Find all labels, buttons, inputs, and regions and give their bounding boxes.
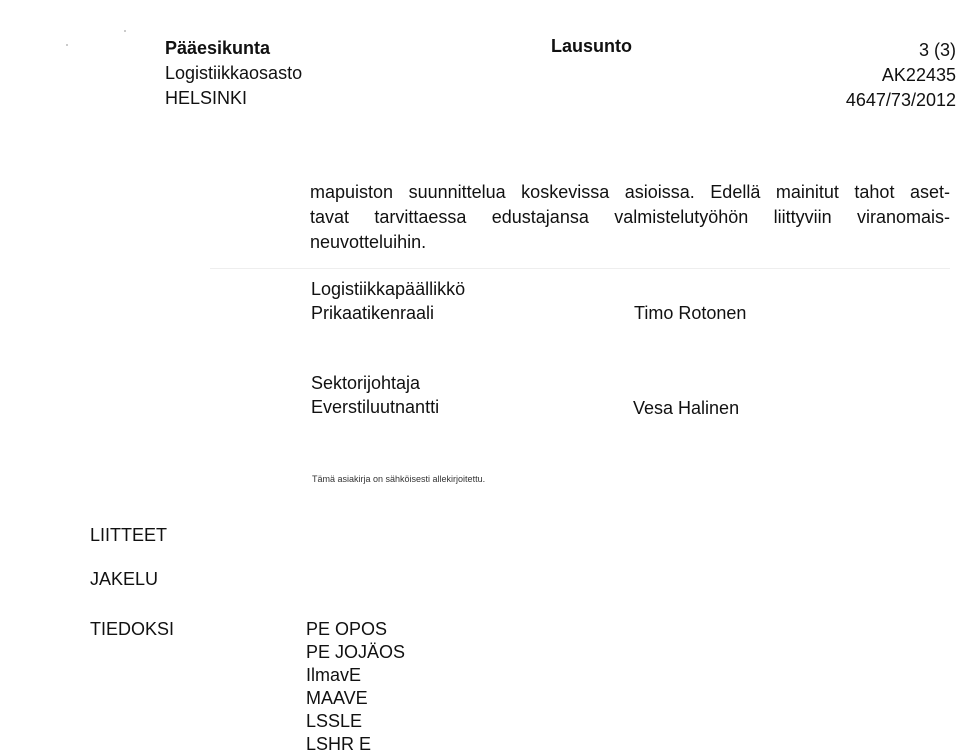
electronic-signature-note: Tämä asiakirja on sähköisesti allekirjoitettu.: [312, 474, 486, 484]
document-number: 4647/73/2012: [845, 90, 956, 110]
attachments-label: LIITTEET: [90, 525, 168, 545]
page-number: 3 (3): [918, 40, 956, 60]
signer-2-rank: Everstiluutnantti: [311, 397, 440, 417]
distribution-label: JAKELU: [90, 569, 159, 589]
scan-speck: [66, 44, 68, 46]
for-information-list: [306, 618, 405, 756]
document-type: Lausunto: [551, 36, 632, 56]
list-item: LSHR E: [306, 734, 372, 754]
organization-name: Pääesikunta: [165, 38, 271, 58]
signer-1-titles: [311, 277, 465, 325]
list-item: IlmavE: [306, 665, 362, 685]
signer-2-titles: [311, 371, 439, 419]
sender-block: [165, 36, 302, 111]
list-item: PE JOJÄOS: [306, 642, 406, 662]
body-line: tavat tarvittaessa edustajansa valmistelutyöhön liittyviin viranomais-: [310, 207, 950, 227]
city-name: HELSINKI: [165, 88, 248, 108]
reference-block: [846, 38, 956, 113]
body-line: neuvotteluihin.: [310, 232, 427, 252]
signer-1-name: Timo Rotonen: [634, 303, 747, 323]
body-paragraph: [310, 180, 950, 255]
signer-1-rank: Prikaatikenraali: [311, 303, 435, 323]
body-line: mapuiston suunnittelua koskevissa asioissa. Edellä mainitut tahot aset-: [310, 182, 950, 202]
signer-1-position: Logistiikkapäällikkö: [311, 279, 466, 299]
for-information-label: TIEDOKSI: [90, 619, 175, 639]
scan-speck: [124, 30, 126, 32]
signer-2-name: Vesa Halinen: [633, 398, 740, 418]
department-name: Logistiikkaosasto: [165, 63, 303, 83]
signer-2-position: Sektorijohtaja: [311, 373, 421, 393]
list-item: PE OPOS: [306, 619, 388, 639]
scan-line: [210, 268, 950, 269]
list-item: LSSLE: [306, 711, 363, 731]
list-item: MAAVE: [306, 688, 368, 708]
reference-code: AK22435: [881, 65, 956, 85]
